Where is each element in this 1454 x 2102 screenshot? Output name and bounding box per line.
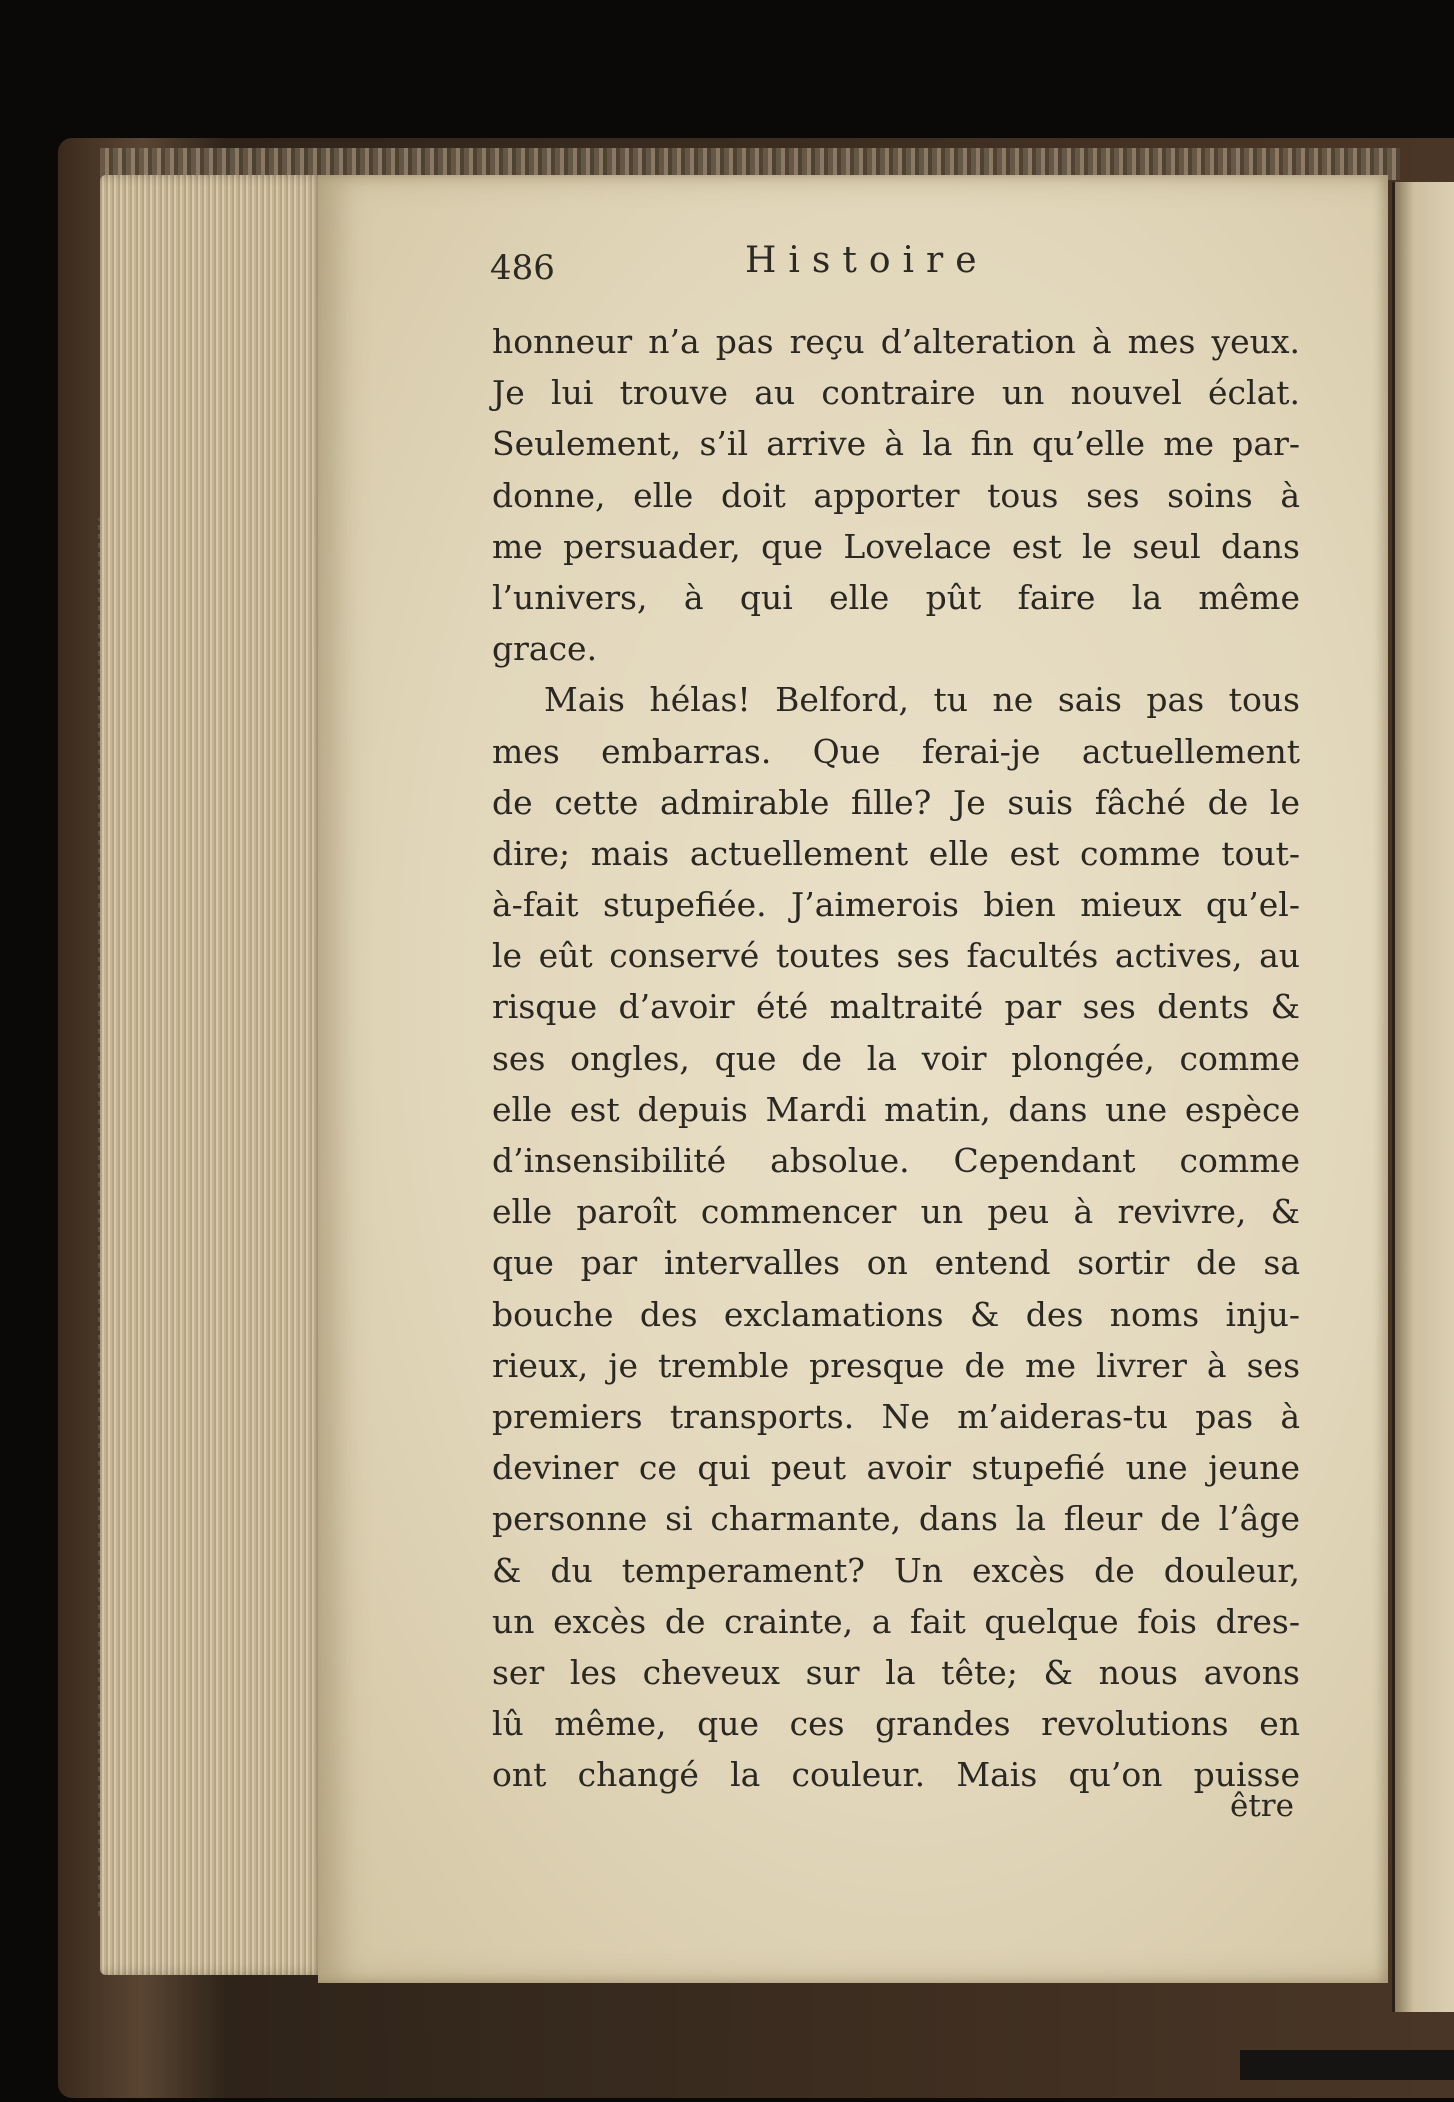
text-line: dire; mais actuellement elle est comme tout-	[492, 833, 1300, 873]
text-line: me persuader, que Lovelace est le seul dans	[492, 526, 1300, 566]
text-line: grace.	[492, 629, 598, 669]
text-line: à-fait stupefiée. J’aimerois bien mieux qu’el-	[492, 885, 1300, 925]
catchword: être	[1230, 1788, 1294, 1824]
text-line: le eût conservé toutes ses facultés actives, au	[492, 936, 1300, 976]
text-line: elle paroît commencer un peu à revivre, &	[492, 1192, 1300, 1232]
page-block-edge	[100, 175, 325, 1975]
facing-page-edge	[1392, 182, 1454, 2012]
running-head: Histoire	[745, 240, 989, 281]
text-line: ses ongles, que de la voir plongée, comme	[492, 1038, 1300, 1078]
text-line: personne si charmante, dans la fleur de l’âge	[492, 1499, 1300, 1539]
text-line: un excès de crainte, a fait quelque fois dres-	[492, 1601, 1300, 1641]
text-line: ser les cheveux sur la tête; & nous avons	[492, 1652, 1300, 1692]
text-line: honneur n’a pas reçu d’alteration à mes yeux.	[492, 322, 1300, 361]
text-line: Seulement, s’il arrive à la fin qu’elle me par-	[492, 424, 1300, 464]
text-line: donne, elle doit apporter tous ses soins à	[492, 475, 1300, 515]
text-line: lû même, que ces grandes revolutions en	[492, 1704, 1300, 1744]
text-line: d’insensibilité absolue. Cependant comme	[492, 1141, 1300, 1180]
background-strip	[1240, 2050, 1454, 2080]
text-line: l’univers, à qui elle pût faire la même	[492, 577, 1300, 617]
body-text	[492, 316, 1300, 1800]
text-line: risque d’avoir été maltraité par ses dents &	[492, 987, 1300, 1027]
text-line: Je lui trouve au contraire un nouvel éclat.	[492, 373, 1300, 413]
text-line: elle est depuis Mardi matin, dans une espèce	[492, 1089, 1300, 1129]
text-line: & du temperament? Un excès de douleur,	[492, 1550, 1300, 1590]
text-line: premiers transports. Ne m’aideras-tu pas à	[492, 1396, 1300, 1436]
text-line: que par intervalles on entend sortir de sa	[492, 1243, 1300, 1283]
page-number: 486	[490, 248, 555, 288]
text-line: bouche des exclamations & des noms inju-	[492, 1294, 1300, 1334]
text-line: de cette admirable fille? Je suis fâché de le	[492, 782, 1300, 822]
text-line: Mais hélas! Belford, tu ne sais pas tous	[544, 680, 1300, 720]
text-line: deviner ce qui peut avoir stupefié une jeune	[492, 1448, 1300, 1488]
page-header	[490, 236, 1310, 296]
text-line: mes embarras. Que ferai-je actuellement	[492, 731, 1300, 771]
text-line: ont changé la couleur. Mais qu’on puisse	[492, 1755, 1300, 1795]
text-line: rieux, je tremble presque de me livrer à ses	[492, 1345, 1300, 1385]
